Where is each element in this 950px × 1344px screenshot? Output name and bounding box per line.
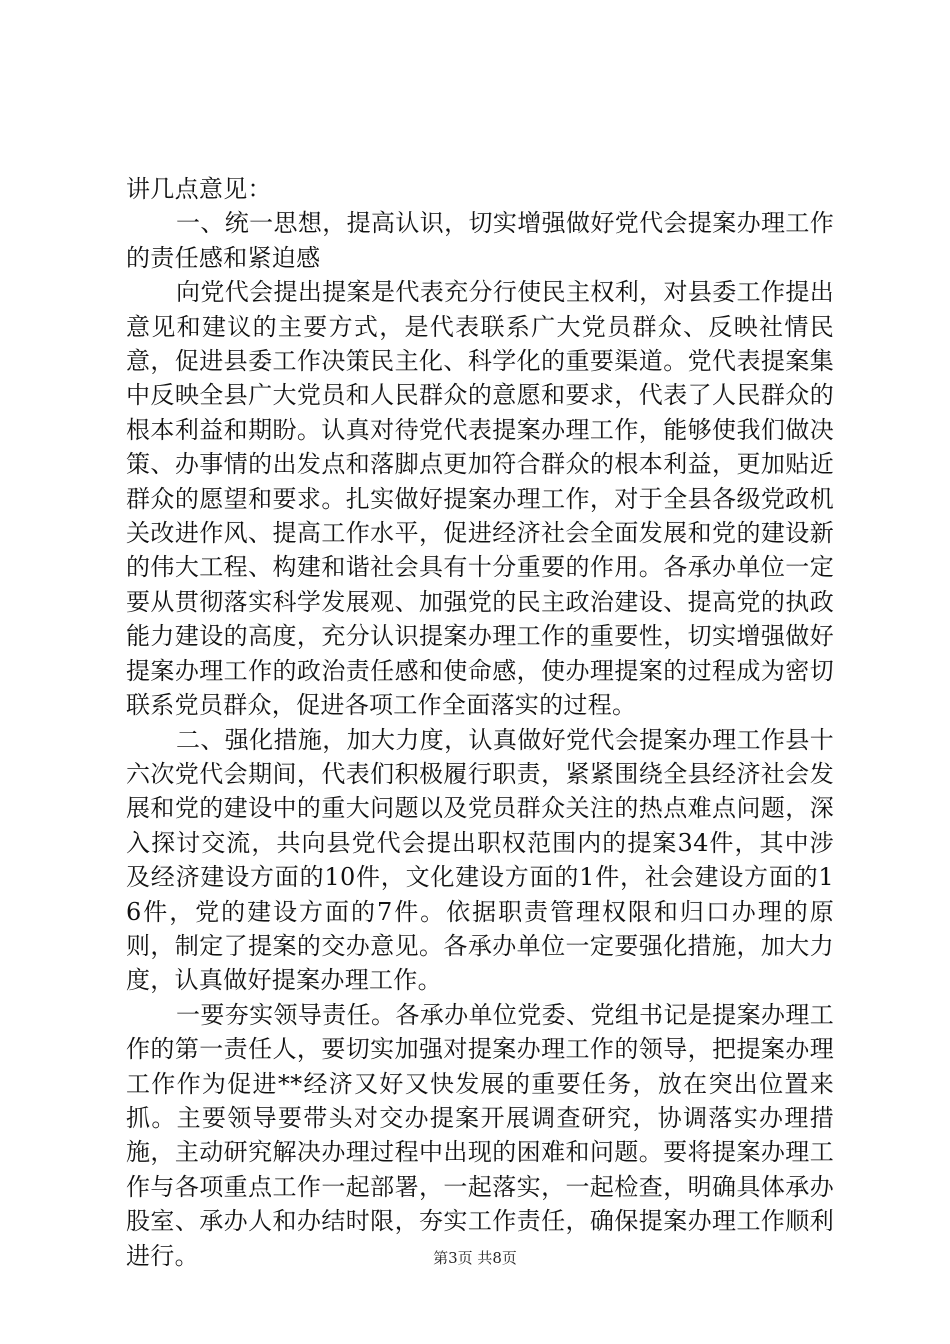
body-paragraph-1: 向党代会提出提案是代表充分行使民主权利，对县委工作提出意见和建议的主要方式，是代表联系广大党员群众、反映社情民意，促进县委工作决策民主化、科学化的重要渠道。党代表提案集中反映全县广大党员和人民群众的意愿和要求，代表了人民群众的根本利益和期盼。认真对待党代表提案办理工作，能够使我们做决策、办事情的出发点和落脚点更加符合群众的根本利益，更加贴近群众的愿望和要求。扎实做好提案办理工作，对于全县各级党政机关改进作风、提高工作水平，促进经济社会全面发展和党的建设新的伟大工程、构建和谐社会具有十分重要的作用。各承办单位一定要从贯彻落实科学发展观、加强党的民主政治建设、提高党的执政能力建设的高度，充分认识提案办理工作的重要性，切实增强做好提案办理工作的政治责任感和使命感，使办理提案的过程成为密切联系党员群众，促进各项工作全面落实的过程。 xyxy=(126,278,834,720)
body-paragraph-2: 一要夯实领导责任。各承办单位党委、党组书记是提案办理工作的第一责任人，要切实加强对提案办理工作的领导，把提案办理工作作为促进**经济又好又快发展的重要任务，放在突出位置来抓。主要领导要带头对交办提案开展调查研究，协调落实办理措施，主动研究解决办理过程中出现的困难和问题。要将提案办理工作与各项重点工作一起部署，一起落实，一起检查，明确具体承办股室、承办人和办结时限，夯实工作责任，确保提案办理工作顺利进行。 xyxy=(126,1000,834,1270)
document-body xyxy=(126,172,834,1273)
section-heading-2-paragraph: 二、强化措施，加大力度，认真做好党代会提案办理工作县十六次党代会期间，代表们积极履行职责，紧紧围绕全县经济社会发展和党的建设中的重大问题以及党员群众关注的热点难点问题，深入探讨交流，共向县党代会提出职权范围内的提案34件，其中涉及经济建设方面的10件，文化建设方面的1件，社会建设方面的16件，党的建设方面的7件。依据职责管理权限和归口办理的原则，制定了提案的交办意见。各承办单位一定要强化措施，加大力度，认真做好提案办理工作。 xyxy=(126,725,834,995)
page-number-footer: 第3页 共8页 xyxy=(433,1249,517,1267)
section-heading-1: 一、统一思想，提高认识，切实增强做好党代会提案办理工作的责任感和紧迫感 xyxy=(126,209,834,272)
opening-line: 讲几点意见： xyxy=(126,175,272,203)
